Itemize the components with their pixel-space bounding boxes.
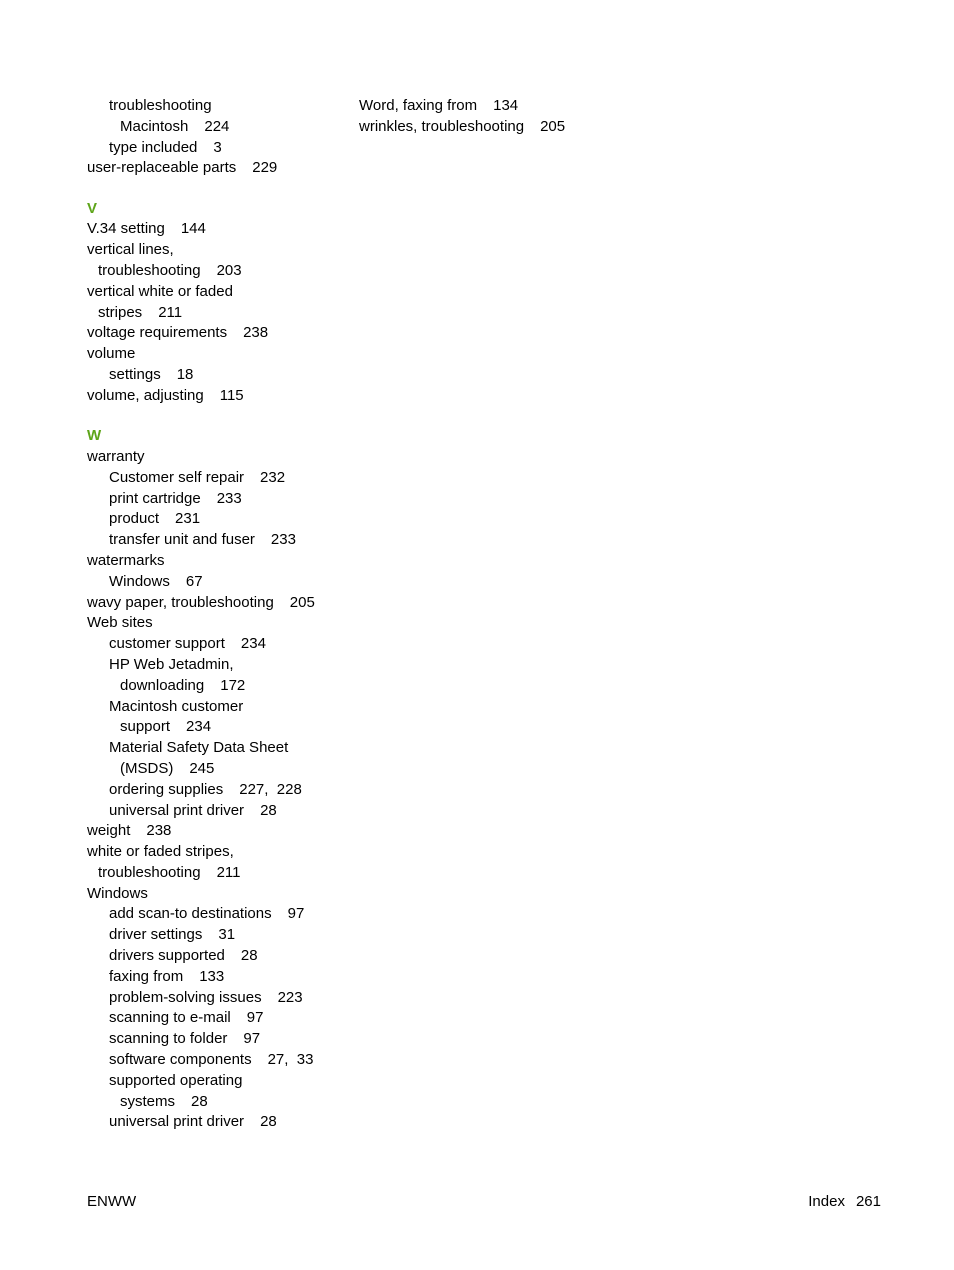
page-reference: 211 bbox=[158, 303, 183, 321]
index-term: volume bbox=[87, 345, 136, 363]
index-entry bbox=[87, 303, 347, 324]
index-entry bbox=[87, 634, 347, 655]
index-entry bbox=[87, 863, 347, 884]
index-entry bbox=[87, 925, 347, 946]
index-entry bbox=[359, 117, 659, 138]
page-reference: 28 bbox=[240, 947, 258, 965]
index-entry bbox=[87, 572, 347, 593]
page-reference: 227, 228 bbox=[239, 780, 302, 798]
index-entry bbox=[87, 282, 347, 303]
index-entry bbox=[87, 697, 347, 718]
footer-page-label bbox=[808, 1192, 881, 1212]
index-term: Word, faxing from bbox=[359, 97, 478, 114]
index-entry bbox=[87, 138, 347, 159]
page-reference: 229 bbox=[252, 159, 278, 177]
index-term: settings bbox=[109, 366, 161, 384]
index-term: type included bbox=[109, 138, 198, 156]
index-term: Windows bbox=[109, 572, 170, 590]
index-entry bbox=[87, 117, 347, 138]
index-term: downloading bbox=[120, 676, 205, 694]
index-term: add scan-to destinations bbox=[109, 905, 272, 923]
page-reference: 205 bbox=[289, 593, 315, 611]
index-term: (MSDS) bbox=[120, 759, 174, 777]
index-entry bbox=[87, 1112, 347, 1133]
page-reference: 205 bbox=[540, 117, 566, 135]
index-entry bbox=[87, 988, 347, 1009]
index-term: Customer self repair bbox=[109, 468, 245, 486]
index-term: troubleshooting bbox=[98, 262, 201, 280]
index-term: white or faded stripes, bbox=[87, 843, 234, 861]
footer-doc-code: ENWW bbox=[87, 1193, 137, 1210]
page-reference: 203 bbox=[216, 262, 242, 280]
index-term: support bbox=[120, 718, 171, 736]
index-entry bbox=[87, 821, 347, 842]
page-reference: 224 bbox=[204, 117, 230, 135]
index-entry bbox=[87, 780, 347, 801]
index-entry bbox=[87, 759, 347, 780]
index-entry bbox=[87, 738, 347, 759]
page-reference: 67 bbox=[185, 572, 203, 590]
index-entry bbox=[87, 261, 347, 282]
index-entry bbox=[87, 967, 347, 988]
index-entry bbox=[87, 240, 347, 261]
index-term: universal print driver bbox=[109, 1113, 245, 1131]
index-entry bbox=[87, 904, 347, 925]
index-term: systems bbox=[120, 1092, 176, 1110]
page-reference: 238 bbox=[146, 822, 172, 840]
index-term: Material Safety Data Sheet bbox=[109, 739, 289, 757]
index-term: troubleshooting bbox=[98, 863, 201, 881]
index-entry bbox=[87, 593, 347, 614]
index-entry bbox=[87, 96, 347, 117]
page-reference: 234 bbox=[186, 718, 212, 736]
index-letter-heading: W bbox=[87, 427, 102, 445]
page-reference: 134 bbox=[493, 97, 519, 114]
index-entry bbox=[87, 219, 347, 240]
index-entry bbox=[87, 323, 347, 344]
page-reference: 27, 33 bbox=[267, 1051, 314, 1069]
page-reference: 144 bbox=[180, 220, 206, 238]
index-term: voltage requirements bbox=[87, 324, 228, 342]
index-term: software components bbox=[109, 1051, 252, 1069]
index-term: Macintosh bbox=[120, 117, 189, 135]
page-reference: 234 bbox=[240, 635, 266, 653]
page-reference: 223 bbox=[277, 988, 303, 1006]
index-term: warranty bbox=[87, 447, 145, 465]
index-entry bbox=[87, 158, 347, 179]
index-entry bbox=[87, 946, 347, 967]
index-term: faxing from bbox=[109, 967, 184, 985]
index-term: watermarks bbox=[87, 551, 165, 569]
index-entry bbox=[87, 613, 347, 634]
page-reference: 232 bbox=[260, 468, 286, 486]
index-entry bbox=[87, 801, 347, 822]
index-entry bbox=[87, 717, 347, 738]
page-reference: 28 bbox=[191, 1092, 208, 1110]
index-column-right bbox=[359, 96, 659, 138]
index-entry bbox=[359, 96, 659, 117]
index-term: vertical lines, bbox=[87, 241, 174, 259]
page-reference: 133 bbox=[199, 967, 225, 985]
index-entry bbox=[87, 1071, 347, 1092]
page-reference: 28 bbox=[260, 1113, 277, 1131]
index-term: supported operating bbox=[109, 1071, 243, 1089]
index-term: HP Web Jetadmin, bbox=[109, 655, 234, 673]
index-entry bbox=[87, 1092, 347, 1113]
index-term: wrinkles, troubleshooting bbox=[359, 117, 525, 135]
index-entry bbox=[87, 1008, 347, 1029]
index-term: drivers supported bbox=[109, 947, 225, 965]
page-reference: 211 bbox=[216, 863, 241, 881]
page-reference: 233 bbox=[216, 489, 242, 507]
index-term: wavy paper, troubleshooting bbox=[87, 593, 274, 611]
index-term: product bbox=[109, 510, 160, 528]
index-term: driver settings bbox=[109, 926, 203, 944]
index-letter-heading: V bbox=[87, 199, 98, 217]
index-entry bbox=[87, 1029, 347, 1050]
footer-page-number: 261 bbox=[855, 1193, 881, 1210]
index-entry bbox=[87, 676, 347, 697]
index-entry bbox=[87, 1050, 347, 1071]
page-reference: 245 bbox=[189, 759, 215, 777]
footer-section: Index bbox=[808, 1193, 845, 1210]
page-reference: 97 bbox=[243, 1030, 261, 1048]
index-entry bbox=[87, 551, 347, 572]
index-entry bbox=[87, 655, 347, 676]
index-term: user-replaceable parts bbox=[87, 159, 237, 177]
page-reference: 31 bbox=[218, 926, 236, 944]
index-term: vertical white or faded bbox=[87, 282, 233, 300]
index-entry bbox=[87, 884, 347, 905]
index-term: stripes bbox=[98, 303, 143, 321]
page-reference: 18 bbox=[176, 366, 194, 384]
page-reference: 172 bbox=[220, 676, 246, 694]
index-entry bbox=[87, 468, 347, 489]
index-entry bbox=[87, 509, 347, 530]
index-term: transfer unit and fuser bbox=[109, 531, 255, 549]
index-term: universal print driver bbox=[109, 801, 245, 819]
index-term: Windows bbox=[87, 884, 148, 902]
page-reference: 3 bbox=[213, 138, 222, 156]
index-term: problem-solving issues bbox=[109, 988, 262, 1006]
index-entry bbox=[87, 344, 347, 365]
index-term: Web sites bbox=[87, 614, 153, 632]
page-reference: 231 bbox=[175, 510, 201, 528]
index-term: customer support bbox=[109, 635, 225, 653]
index-term: Macintosh customer bbox=[109, 697, 244, 715]
page-reference: 238 bbox=[243, 324, 269, 342]
page-reference: 233 bbox=[270, 531, 296, 549]
index-term: weight bbox=[87, 822, 131, 840]
index-term: scanning to e-mail bbox=[109, 1009, 231, 1027]
page-reference: 28 bbox=[260, 801, 277, 819]
index-term: ordering supplies bbox=[109, 780, 224, 798]
section-gap bbox=[87, 407, 347, 427]
index-entry bbox=[87, 842, 347, 863]
index-entry bbox=[87, 365, 347, 386]
index-entry bbox=[87, 489, 347, 510]
index-term: scanning to folder bbox=[109, 1030, 228, 1048]
page-reference: 97 bbox=[246, 1009, 264, 1027]
page-reference: 97 bbox=[287, 905, 305, 923]
index-term: print cartridge bbox=[109, 489, 201, 507]
section-gap bbox=[87, 179, 347, 199]
index-entry bbox=[87, 530, 347, 551]
index-entry bbox=[87, 447, 347, 468]
index-term: volume, adjusting bbox=[87, 386, 204, 404]
page-reference: 115 bbox=[219, 386, 244, 404]
index-term: V.34 setting bbox=[87, 220, 165, 238]
index-term: troubleshooting bbox=[109, 97, 212, 114]
index-entry bbox=[87, 386, 347, 407]
index-column-left bbox=[87, 96, 347, 1133]
